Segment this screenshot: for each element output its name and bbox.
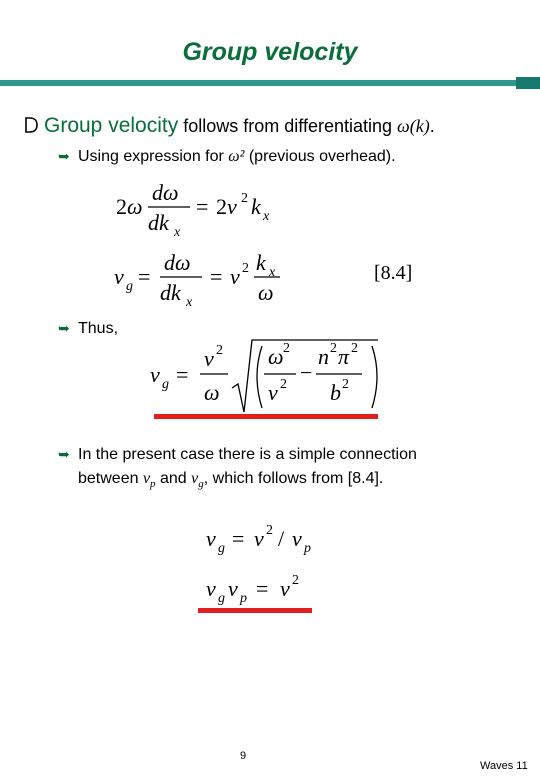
svg-text:k: k	[256, 250, 266, 275]
svg-text:x: x	[269, 265, 276, 280]
svg-text:dω: dω	[152, 180, 179, 205]
page-number: 9	[240, 750, 247, 762]
svg-text:v: v	[150, 362, 160, 387]
svg-text:v: v	[206, 526, 216, 551]
symbol-vp: $v_p$	[142, 470, 156, 491]
sub-bullet-present-case	[58, 446, 417, 464]
svg-text:x: x	[263, 209, 270, 224]
omega-of-k: ω(k)	[397, 116, 430, 136]
title-rule	[0, 80, 540, 86]
svg-text:g: g	[162, 377, 169, 392]
sub1-tail: (previous overhead).	[244, 148, 396, 165]
svg-text:dω: dω	[164, 250, 191, 275]
svg-text:v: v	[206, 576, 216, 601]
svg-text:v: v	[228, 576, 238, 601]
equation-group-velocity	[112, 248, 312, 308]
arrow-bullet-icon: ➥	[58, 148, 70, 164]
svg-text:v: v	[254, 526, 264, 551]
sub-bullet-thus	[58, 320, 118, 338]
equation-vg-vp-product	[204, 566, 344, 606]
svg-text:v: v	[280, 576, 290, 601]
svg-text:2v: 2v	[216, 194, 237, 219]
svg-text:dk: dk	[148, 210, 169, 235]
sub3-line2-a: between	[78, 470, 143, 487]
svg-text:g: g	[218, 541, 225, 556]
svg-text:p: p	[240, 591, 247, 606]
equation-tag: [8.4]	[374, 262, 413, 284]
svg-text:2ω: 2ω	[116, 194, 143, 219]
svg-text:g: g	[126, 279, 133, 294]
svg-text:v: v	[292, 526, 302, 551]
svg-text:g: g	[218, 591, 225, 606]
svg-text:2: 2	[292, 573, 299, 588]
svg-text:=: =	[256, 576, 269, 601]
sub1-text: Using expression for	[78, 148, 229, 165]
svg-text:v: v	[114, 264, 124, 289]
svg-text:x: x	[174, 225, 181, 240]
svg-text:ω: ω	[268, 344, 284, 369]
svg-text:n: n	[318, 344, 329, 369]
bullet-end: .	[429, 116, 435, 136]
svg-text:ω: ω	[204, 380, 220, 405]
svg-text:=: =	[138, 264, 151, 289]
equation-vg-sqrt	[148, 336, 388, 418]
bullet-lead-text: Group velocity	[44, 114, 179, 137]
svg-text:=: =	[176, 362, 189, 387]
svg-text:dk: dk	[160, 280, 181, 305]
svg-text:b: b	[330, 380, 341, 405]
svg-text:v: v	[230, 264, 240, 289]
sub3-line2-b: and	[155, 470, 192, 487]
svg-text:2: 2	[351, 341, 358, 356]
svg-text:2: 2	[266, 523, 273, 538]
svg-text:−: −	[300, 360, 313, 385]
svg-text:2: 2	[242, 261, 249, 276]
svg-text:=: =	[232, 526, 245, 551]
slide-title: Group velocity	[182, 38, 358, 66]
highlight-bar-product	[198, 608, 312, 613]
svg-text:p: p	[304, 541, 311, 556]
svg-text:2: 2	[216, 343, 223, 358]
svg-text:2: 2	[330, 341, 337, 356]
svg-text:2: 2	[283, 341, 290, 356]
symbol-vg: $v_g$	[191, 470, 204, 491]
svg-text:/: /	[278, 526, 285, 551]
svg-text:x: x	[186, 295, 193, 310]
svg-text:ω: ω	[258, 280, 274, 305]
svg-text:π: π	[338, 344, 350, 369]
bullet-body-text: follows from differentiating	[178, 116, 398, 136]
highlight-bar-sqrt	[154, 414, 378, 419]
arrow-bullet-icon: ➥	[58, 446, 70, 462]
equation-differentiation	[112, 180, 312, 240]
sub2-text: Thus,	[78, 320, 119, 337]
title-rule-cap	[516, 77, 540, 89]
omega-squared: ω²	[228, 148, 245, 165]
svg-text:v: v	[268, 380, 278, 405]
sub-bullet-using-expression	[58, 148, 396, 166]
sub3-line1: In the present case there is a simple connection	[78, 446, 417, 463]
svg-text:=: =	[210, 264, 223, 289]
slide-label: Waves 11	[480, 760, 528, 772]
hollow-d-bullet-icon	[24, 116, 38, 140]
svg-text:=: =	[196, 194, 209, 219]
arrow-bullet-icon: ➥	[58, 320, 70, 336]
equation-vg-over-vp	[204, 522, 344, 562]
svg-text:v: v	[204, 346, 214, 371]
bullet-group-velocity	[24, 114, 435, 140]
svg-text:2: 2	[241, 191, 248, 206]
svg-text:k: k	[251, 194, 261, 219]
sub3-line2	[78, 468, 383, 495]
svg-text:2: 2	[280, 377, 287, 392]
sub3-line2-c: , which follows from [8.4].	[203, 470, 384, 487]
svg-text:2: 2	[342, 377, 349, 392]
